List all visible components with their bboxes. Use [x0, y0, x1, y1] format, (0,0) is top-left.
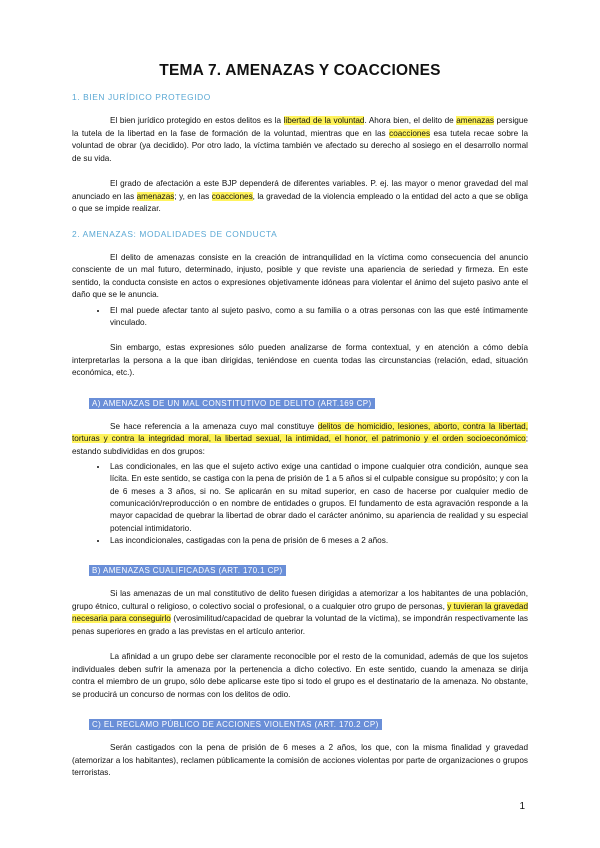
highlight: coacciones [389, 128, 431, 138]
paragraph-afinidad: La afinidad a un grupo debe ser claramente reconocible por el resto de la comunidad, además de que los sujetos individuales deben sufrir la amenaza por la pertenencia a dicho colectivo. En este sentido, cuando la amenaza se dirija contra el miembro de un grupo, sólo debe aplicarse este tipo si todo el grupo es el destinatario de la amenaza. No obstante, se producirá un concurso de normas con los delitos de odio. [72, 652, 528, 699]
text-run: persigue la tutela de la libertad en la fase de formación de la voluntad, mientras que en las [72, 116, 528, 138]
subheading-b: B) AMENAZAS CUALIFICADAS (ART. 170.1 CP) [89, 565, 286, 576]
text-run: ; y, en las [174, 191, 212, 201]
bullet-list [72, 305, 528, 330]
text-run: El bien jurídico protegido en estos delitos es la [110, 116, 284, 125]
text-run: , la gravedad de la violencia empleado o la entidad del acto a que se obliga o que se impide realizar. [72, 191, 528, 213]
highlight: amenazas [456, 116, 495, 125]
highlight: amenazas [136, 191, 175, 201]
bullet-list [72, 461, 528, 547]
paragraph-mal-delito [72, 421, 528, 459]
section-heading-modalidades: 2. AMENAZAS: MODALIDADES DE CONDUCTA [72, 228, 278, 239]
highlight: libertad de la voluntad [283, 116, 365, 125]
page-number: 1 [519, 801, 525, 812]
text-run: ; estando subdivididas en dos grupos: [72, 434, 528, 456]
document-title: TEMA 7. AMENAZAS Y COACCIONES [159, 62, 441, 79]
highlight: y tuvieran la gravedad necesaria para conseguirlo [72, 601, 528, 624]
text-run: El grado de afectación a este BJP dependerá de diferentes variables. P. ej. las mayor o menor gravedad del mal anunciado en las [72, 179, 528, 201]
paragraph-reclamo: Serán castigados con la pena de prisión de 6 meses a 2 años, los que, con la misma finalidad y gravedad (atemorizar a los habitantes), reclamen públicamente la comisión de acciones violentas por parte de organizaciones o grupos terroristas. [72, 743, 528, 778]
section-heading-bien-juridico: 1. BIEN JURÍDICO PROTEGIDO [72, 92, 211, 102]
list-item: • Las incondicionales, castigadas con la pena de prisión de 6 meses a 2 años. [108, 535, 528, 547]
paragraph-bjp-2 [72, 178, 528, 216]
paragraph-contextual: Sin embargo, estas expresiones sólo pueden analizarse de forma contextual, y en atención a cómo debía interpretarlas la persona a la que iban dirigidas, teniéndose en cuenta todas las circunstancias (relación, edad, situación económica, etc.). [72, 343, 528, 378]
text-run: Si las amenazas de un mal constitutivo de delito fuesen dirigidas a atemorizar a los habitantes de una población, grupo étnico, cultural o religioso, o colectivo social o profesional, o a cualquier otro grupo de personas, [72, 589, 528, 611]
subheading-a: A) AMENAZAS DE UN MAL CONSTITUTIVO DE DELITO (ART.169 CP) [89, 398, 375, 409]
document-page [72, 62, 528, 793]
paragraph-bjp-1 [72, 115, 528, 165]
subheading-c: C) EL RECLAMO PÚBLICO DE ACCIONES VIOLENTAS (ART. 170.2 CP) [89, 719, 382, 730]
list-item: • Las condicionales, en las que el sujeto activo exige una cantidad o impone cualquier otra condición, aunque sea lícita. En este sentido, se castiga con la pena de prisión de 1 a 5 años si el culpable consigue su propósito; y con la de 6 meses a 3 años, si no. Se aplicarán en su mitad superior, en caso de hacerse por cualquier medio de comunicación/reproducción o en nombre de entidades o grupos. El fundamento de esta agravación responde a la mayor capacidad de quebrar la libertad de obrar dado el carácter anónimo, su apariencia de realidad y su especial potencial intimidatorio. [108, 461, 528, 535]
text-run: (verosimilitud/capacidad de quebrar la voluntad de la víctima), se impondrán respectivamente las penas superiores en grado a las previstas en el artículo anterior. [72, 614, 528, 636]
list-item: • El mal puede afectar tanto al sujeto pasivo, como a su familia o a otras personas con las que esté íntimamente vinculado. [108, 305, 528, 330]
highlight: coacciones [211, 191, 253, 201]
highlight: delitos de homicidio, lesiones, aborto, contra la libertad, torturas y contra la integridad moral, la libertad sexual, la intimidad, el honor, el patrimonio y el orden socioeconómico [72, 421, 528, 444]
text-run: Se hace referencia a la amenaza cuyo mal constituye [110, 421, 318, 431]
paragraph-amenazas-def: El delito de amenazas consiste en la creación de intranquilidad en la víctima como consecuencia del anuncio consciente de un mal futuro, determinado, injusto, posible y que reviste una apariencia de seriedad y firmeza. En este sentido, la conducta consiste en actos o expresiones objetivamente idóneas para violentar el ánimo del sujeto pasivo ante el daño que se le anuncia. [72, 252, 528, 299]
text-run: . Ahora bien, el delito de [364, 116, 457, 125]
paragraph-cualificadas [72, 588, 528, 638]
text-run: esa tutela recae sobre la voluntad de obrar (ya decidido). Por otro lado, la víctima también ve afectado su derecho al sosiego en el desarrollo normal de su vida. [72, 128, 528, 163]
